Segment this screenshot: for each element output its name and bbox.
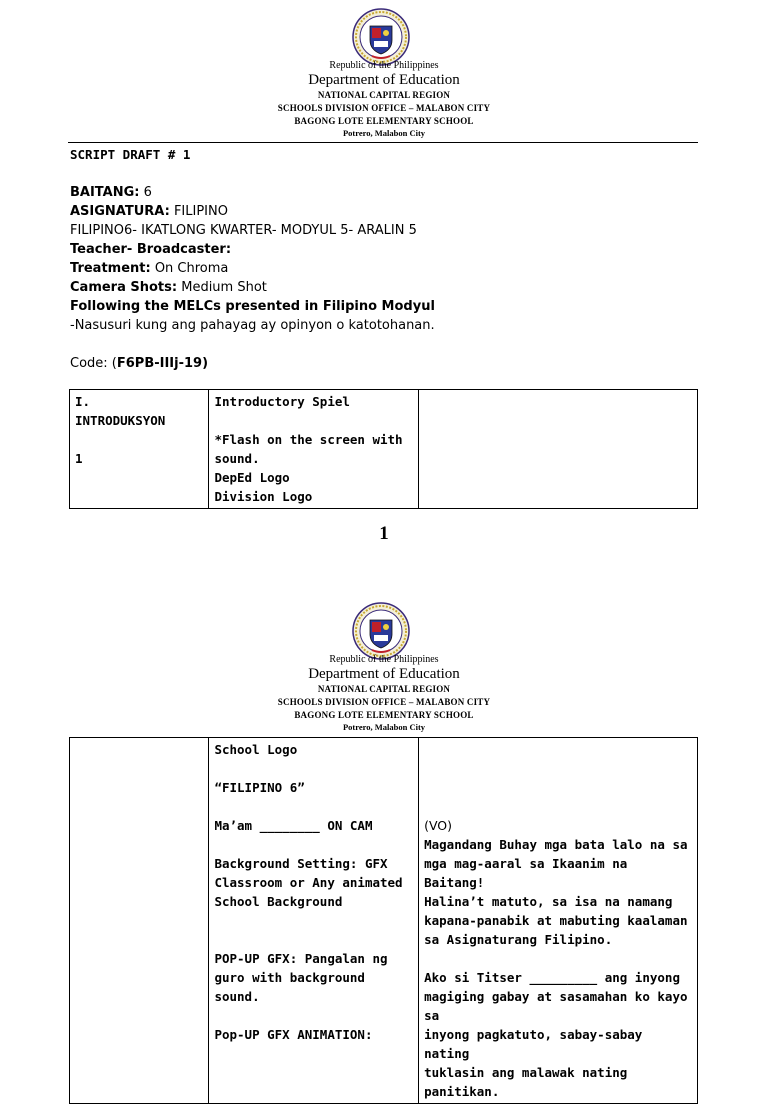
address-line: Potrero, Malabon City [342, 722, 426, 732]
deped-seal-icon [352, 602, 410, 660]
letterhead [0, 654, 768, 732]
section-cell [70, 738, 209, 1104]
direction-line: School Logo [214, 742, 298, 757]
module-line: FILIPINO6- IKATLONG KWARTER- MODYUL 5- ARALIN 5 [70, 223, 417, 238]
section-number: I. [75, 394, 91, 409]
school-line: BAGONG LOTE ELEMENTARY SCHOOL [294, 116, 474, 126]
asignatura-label: ASIGNATURA: [70, 204, 170, 219]
school-line: BAGONG LOTE ELEMENTARY SCHOOL [294, 710, 474, 720]
direction-line: DepEd Logo [214, 470, 290, 485]
script-line: Magandang Buhay mga bata lalo na sa [424, 837, 688, 852]
script-line: magiging gabay at sasamahan ko kayo sa [424, 989, 688, 1023]
script-table-page1 [69, 389, 698, 509]
script-draft-title: SCRIPT DRAFT # 1 [70, 147, 191, 162]
header-rule [68, 142, 698, 143]
region-line: NATIONAL CAPITAL REGION [317, 684, 451, 694]
address-line: Potrero, Malabon City [342, 128, 426, 138]
section-title: INTRODUKSYON [75, 413, 166, 428]
department-line: Department of Education [308, 72, 460, 88]
direction-line: Classroom or Any animated [214, 875, 403, 890]
script-cell [419, 390, 698, 509]
camera-value: Medium Shot [177, 280, 267, 295]
script-table-page2 [69, 737, 698, 1104]
direction-line: “FILIPINO 6” [214, 780, 305, 795]
treatment-row [70, 259, 690, 278]
baitang-value: 6 [139, 185, 152, 200]
direction-line: Background Setting: GFX [214, 856, 388, 871]
table-row [70, 738, 698, 1104]
baitang-row [70, 183, 690, 202]
script-line: sa Asignaturang Filipino. [424, 932, 613, 947]
baitang-label: BAITANG: [70, 185, 140, 200]
script-line: Halina’t matuto, sa isa na namang [424, 894, 673, 909]
asignatura-row [70, 202, 690, 221]
code-value: F6PB-IIIj-19) [116, 356, 209, 371]
asignatura-value: FILIPINO [169, 204, 228, 219]
code-prefix: Code: ( [70, 356, 117, 371]
melcs-line: Following the MELCs presented in Filipino Modyul [70, 299, 435, 314]
camera-label: Camera Shots: [70, 280, 178, 295]
department-line: Department of Education [308, 666, 460, 682]
division-line: SCHOOLS DIVISION OFFICE – MALABON CITY [277, 103, 491, 113]
direction-line: Ma’am ________ ON CAM [214, 818, 373, 833]
treatment-value: On Chroma [150, 261, 229, 276]
direction-line: guro with background sound. [214, 970, 365, 1004]
republic-line: Republic of the Philippines [329, 60, 439, 71]
document-page-2 [0, 590, 768, 1099]
letterhead [0, 60, 768, 138]
voice-over-label: (VO) [424, 818, 453, 833]
section-cell [70, 390, 209, 509]
page-number: 1 [379, 523, 389, 544]
division-line: SCHOOLS DIVISION OFFICE – MALABON CITY [277, 697, 491, 707]
script-line: Ako si Titser _________ ang inyong [424, 970, 680, 985]
direction-line: Division Logo [214, 489, 313, 504]
code-row [70, 354, 690, 373]
section-count: 1 [75, 451, 83, 466]
table-row [70, 390, 698, 509]
direction-line: School Background [214, 894, 343, 909]
camera-row [70, 278, 690, 297]
script-info [70, 145, 690, 373]
direction-cell [209, 738, 419, 1104]
teacher-label: Teacher- Broadcaster: [70, 242, 232, 257]
direction-line: Introductory Spiel [214, 394, 350, 409]
deped-seal-icon [352, 8, 410, 66]
region-line: NATIONAL CAPITAL REGION [317, 90, 451, 100]
script-line: inyong pagkatuto, sabay-sabay nating [424, 1027, 643, 1061]
direction-line: *Flash on the screen with [214, 432, 403, 447]
script-line: mga mag-aaral sa Ikaanim na Baitang! [424, 856, 628, 890]
direction-line: sound. [214, 451, 260, 466]
direction-cell [209, 390, 419, 509]
script-line: kapana-panabik at mabuting kaalaman [424, 913, 688, 928]
direction-line: POP-UP GFX: Pangalan ng [214, 951, 388, 966]
script-cell [419, 738, 698, 1104]
republic-line: Republic of the Philippines [329, 654, 439, 665]
script-line: tuklasin ang malawak nating panitikan. [424, 1065, 628, 1099]
direction-line: Pop-UP GFX ANIMATION: [214, 1027, 373, 1042]
treatment-label: Treatment: [70, 261, 151, 276]
melc-text: -Nasusuri kung ang pahayag ay opinyon o katotohanan. [70, 318, 435, 333]
